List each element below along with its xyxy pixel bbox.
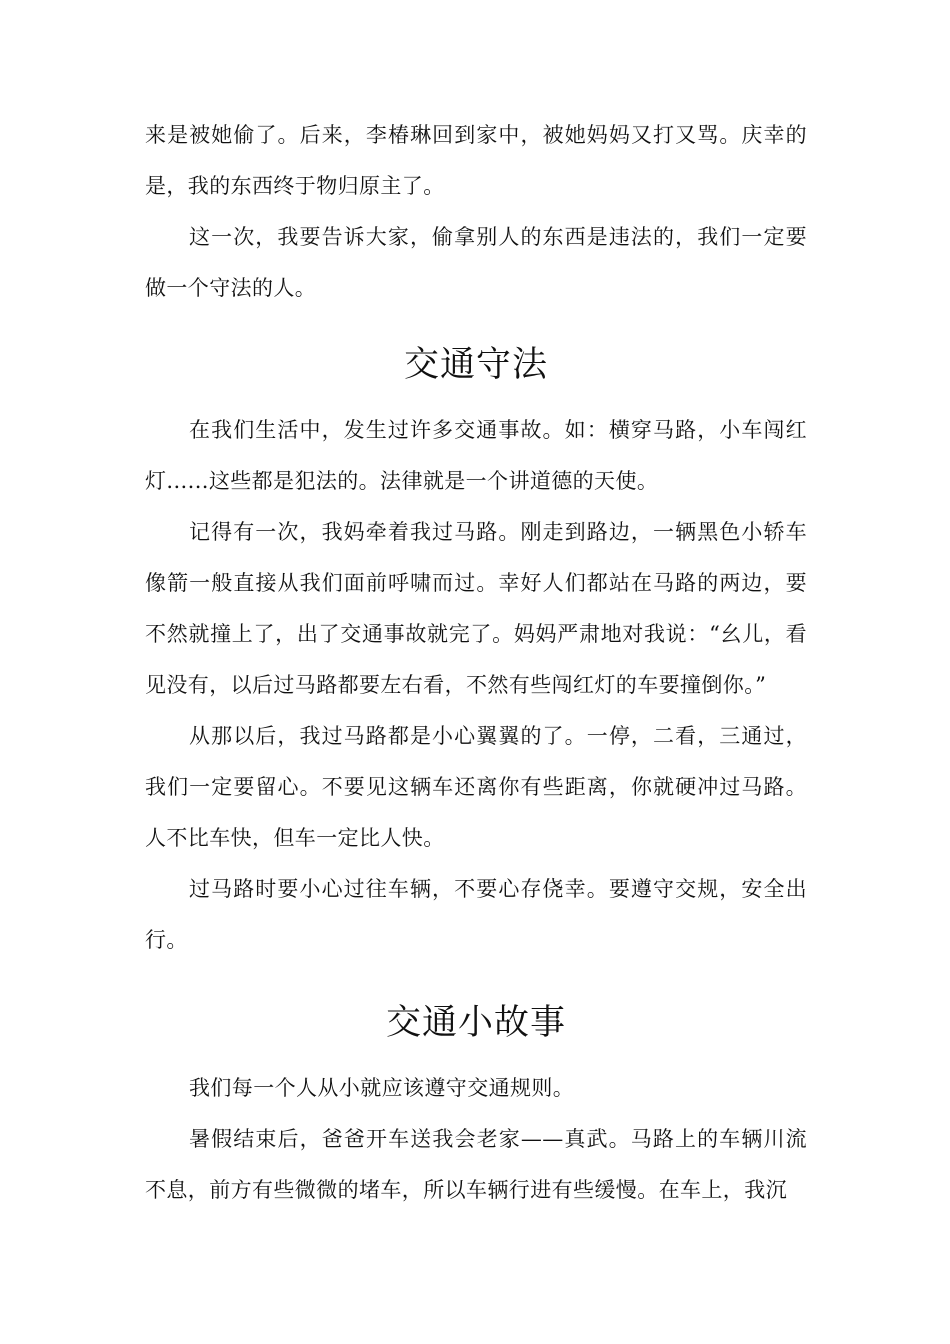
paragraph: 记得有一次，我妈牵着我过马路。刚走到路边，一辆黑色小轿车像箭一般直接从我们面前呼啸而过。幸好人们都站在马路的两边，要不然就撞上了，出了交通事故就完了。妈妈严肃地对我说：“幺儿，看见没有，以后过马路都要左右看，不然有些闯红灯的车要撞倒你。” [145, 520, 807, 697]
section-title: 交通小故事 [385, 1003, 566, 1043]
paragraph-continued: 来是被她偷了。后来，李椿琳回到家中，被她妈妈又打又骂。庆幸的是，我的东西终于物归原主了。 [145, 123, 807, 198]
paragraph: 我们每一个人从小就应该遵守交通规则。 [189, 1076, 575, 1100]
paragraph: 过马路时要小心过往车辆，不要心存侥幸。要遵守交规，安全出行。 [145, 877, 807, 952]
paragraph: 暑假结束后，爸爸开车送我会老家——真武。马路上的车辆川流不息，前方有些微微的堵车，所以车辆行进有些缓慢。在车上，我沉 [145, 1127, 807, 1202]
paragraph: 在我们生活中，发生过许多交通事故。如：横穿马路，小车闯红灯......这些都是犯法的。法律就是一个讲道德的天使。 [145, 418, 807, 493]
paragraph: 这一次，我要告诉大家，偷拿别人的东西是违法的，我们一定要做一个守法的人。 [145, 225, 807, 300]
document-page [145, 110, 807, 1216]
paragraph: 从那以后，我过马路都是小心翼翼的了。一停，二看，三通过，我们一定要留心。不要见这辆车还离你有些距离，你就硬冲过马路。人不比车快，但车一定比人快。 [145, 724, 807, 850]
section-title: 交通守法 [403, 345, 548, 385]
